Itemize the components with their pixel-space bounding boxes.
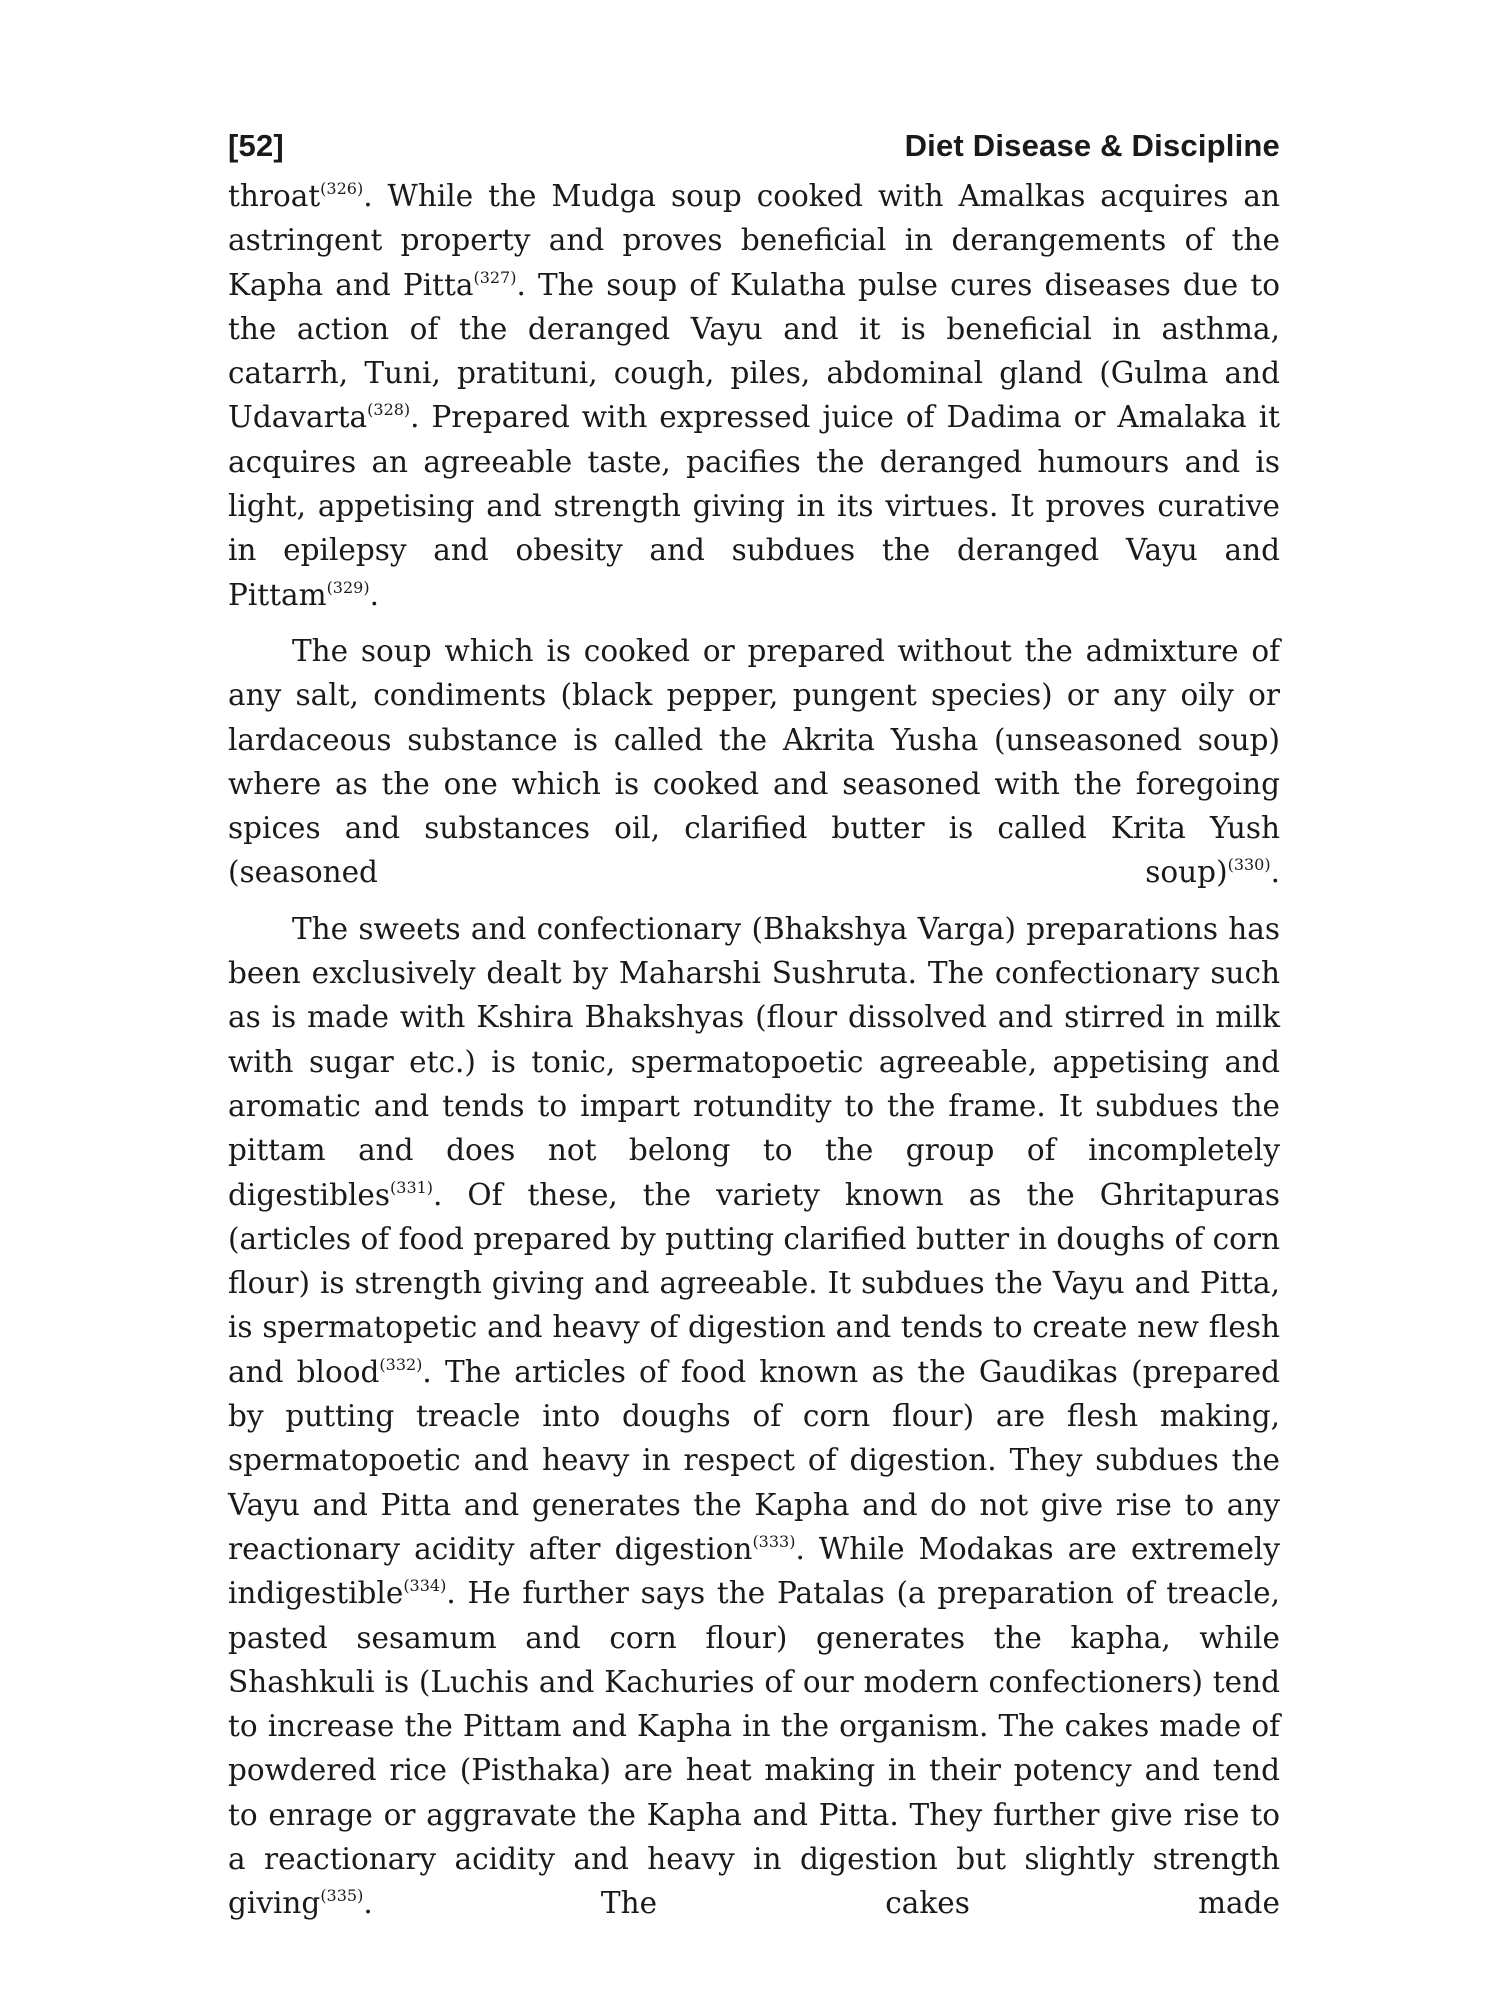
book-title: Diet Disease & Discipline: [904, 128, 1280, 163]
text-run: throat: [228, 179, 321, 213]
footnote-ref: (329): [326, 577, 370, 597]
text-run: . The soup of Kulatha pulse cures diseases due to the action of the deranged Vayu and it is beneficial in asthma, catarrh, Tuni, pratituni, cough, piles, abdominal gland (Gulma and Udavarta: [228, 267, 1280, 435]
footnote-ref: (327): [473, 267, 517, 287]
running-head: [228, 128, 1280, 164]
text-run: . The articles of food known as the Gaudikas (prepared by putting treacle into doughs of corn flour) are flesh making, spermatopoetic and heavy in respect of digestion. They subdues the Vayu and Pitta and generates the Kapha and do not give rise to any reactionary acidity after digestion: [228, 1354, 1280, 1566]
paragraph: [228, 907, 1280, 1926]
text-run: .: [1270, 855, 1280, 890]
book-page: [228, 128, 1280, 1926]
text-run: . While Modakas are extremely indigestible: [228, 1531, 1280, 1611]
body-text: [228, 174, 1280, 1926]
footnote-ref: (332): [379, 1354, 423, 1374]
footnote-ref: (334): [403, 1576, 447, 1596]
text-run: .: [369, 577, 379, 612]
footnote-ref: (333): [752, 1531, 796, 1551]
footnote-ref: (331): [390, 1177, 434, 1197]
text-run: . He further says the Patalas (a preparation of treacle, pasted sesamum and corn flour) generates the kapha, while Shashkuli is (Luchis and Kachuries of our modern confectioners) tend to increase the Pittam and Kapha in the organism. The cakes made of powdered rice (Pisthaka) are heat making in their potency and tend to enrage or aggravate the Kapha and Pitta. They further give rise to a reactionary acidity and heavy in digestion but slightly strength giving: [228, 1576, 1280, 1921]
text-run: The soup which is cooked or prepared without the admixture of any salt, condiments (black pepper, pungent species) or any oily or lardaceous substance is called the Akrita Yusha (unseasoned soup) where as the one which is cooked and seasoned with the foregoing spices and substances oil, clarified butter is called Krita Yush (seasoned soup): [228, 633, 1280, 890]
text-run: . Prepared with expressed juice of Dadima or Amalaka it acquires an agreeable taste, pacifies the deranged humours and is light, appetising and strength giving in its virtues. It proves curative in epilepsy and obesity and subdues the deranged Vayu and Pittam: [228, 400, 1280, 612]
text-run: . Of these, the variety known as the Ghritapuras (articles of food prepared by putting clarified butter in doughs of corn flour) is strength giving and agreeable. It subdues the Vayu and Pitta, is spermatopetic and heavy of digestion and tends to create new flesh and blood: [228, 1177, 1280, 1389]
footnote-ref: (328): [367, 400, 411, 420]
text-run: . The cakes made: [363, 1886, 1280, 1921]
text-run: The sweets and confectionary (Bhakshya Varga) preparations has been exclusively dealt by Maharshi Sushruta. The confectionary such as is made with Kshira Bhakshyas (flour dissolved and stirred in milk with sugar etc.) is tonic, spermatopoetic agreeable, appetising and aromatic and tends to impart rotundity to the frame. It subdues the pittam and does not belong to the group of incompletely digestibles: [228, 911, 1280, 1212]
paragraph: [228, 629, 1280, 895]
paragraph: [228, 174, 1280, 617]
footnote-ref: (326): [320, 179, 364, 198]
footnote-ref: (335): [320, 1886, 364, 1906]
text-run: . While the Mudga soup cooked with Amalkas acquires an astringent property and proves beneficial in derangements of the Kapha and Pitta: [228, 179, 1280, 302]
footnote-ref: (330): [1227, 855, 1271, 875]
page-number: [52]: [228, 128, 284, 163]
